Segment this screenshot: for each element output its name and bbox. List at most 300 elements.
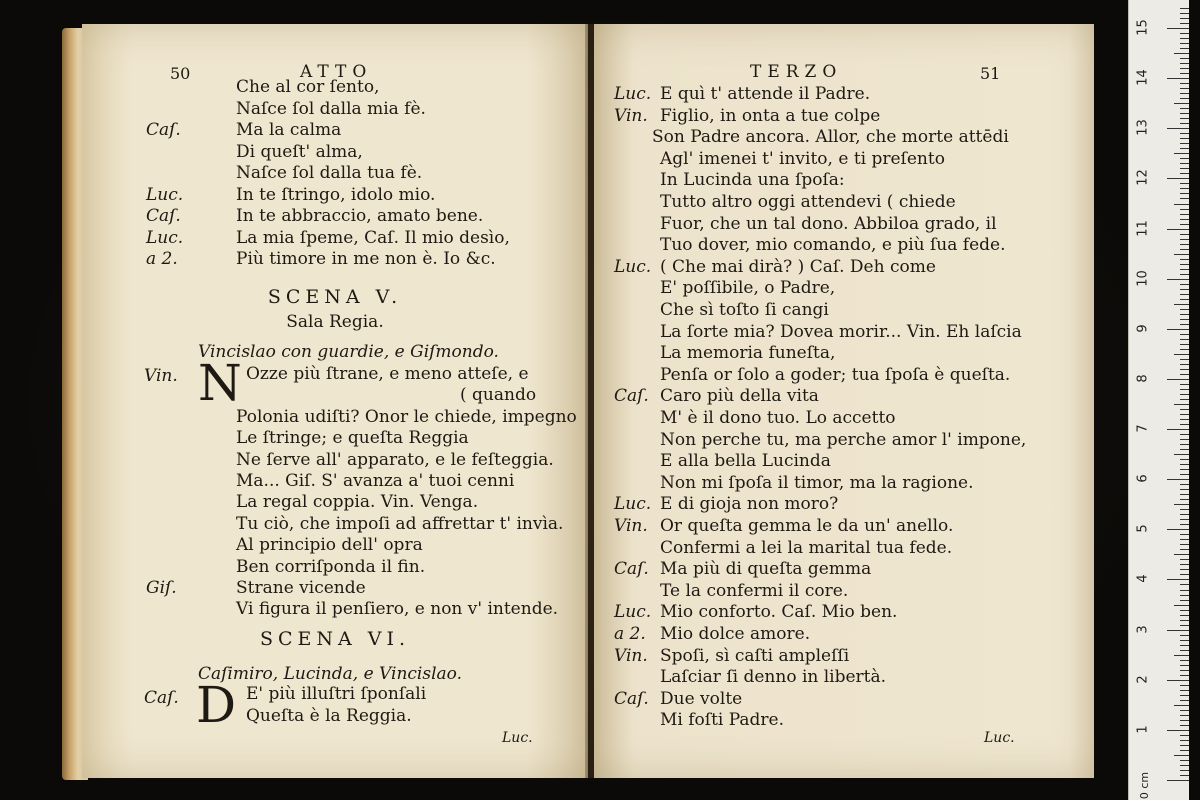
ruler-tick (1180, 735, 1189, 736)
ruler-tick (1180, 234, 1189, 235)
ruler-tick (1180, 284, 1189, 285)
ruler-tick (1180, 469, 1189, 470)
ruler-tick (1167, 128, 1189, 129)
ruler-tick (1180, 675, 1189, 676)
ruler-tick (1180, 765, 1189, 766)
verse-text: Penſa or ſolo a goder; tua ſpoſa è queſta. (660, 364, 1011, 385)
ruler-tick (1174, 454, 1189, 455)
verse-text: Mio conforto. Caſ. Mio ben. (660, 602, 898, 623)
verse-text: Spoſi, sì caſti ampleſſi (660, 645, 850, 666)
verse-line (82, 249, 588, 271)
verse-text: Ma più di queſta gemma (660, 559, 872, 580)
ruler-tick (1180, 645, 1189, 646)
ruler-tick (1174, 504, 1189, 505)
verse-line (594, 214, 1094, 236)
verse-line (82, 492, 588, 514)
speaker-label: a 2. (614, 624, 646, 644)
ruler-tick (1180, 309, 1189, 310)
ruler-tick (1167, 229, 1189, 230)
verse-line (82, 471, 588, 493)
verse-line (594, 149, 1094, 171)
measurement-ruler (1128, 0, 1189, 800)
verse-text: Vi figura il penſiero, e non v' intende. (236, 599, 559, 620)
verse-text: Tuo dover, mio comando, e più ſua fede. (660, 235, 1006, 256)
ruler-tick (1180, 224, 1189, 225)
ruler-tick (1180, 299, 1189, 300)
ruler-tick (1180, 339, 1189, 340)
ruler-number: 8 (1135, 374, 1151, 383)
ruler-tick (1180, 193, 1189, 194)
ruler-tick (1174, 655, 1189, 656)
ruler-tick (1180, 93, 1189, 94)
speaker-label: Luc. (614, 256, 652, 277)
ruler-tick (1180, 424, 1189, 425)
verse-line (82, 599, 588, 621)
verse-text: Le ſtringe; e queſta Reggia (236, 428, 469, 449)
ruler-tick (1180, 670, 1189, 671)
scene-5-place: Sala Regia. (286, 312, 384, 332)
verse-line (594, 689, 1094, 711)
verse-text: Tutto altro oggi attendevi ( chiede (660, 192, 956, 212)
verse-line (594, 646, 1094, 668)
verse-text: La ſorte mia? Dovea morir... Vin. Eh laſcia (660, 321, 1022, 342)
speaker-label: Luc. (614, 602, 652, 623)
speaker-label: Luc. (146, 227, 184, 248)
ruler-tick (1180, 665, 1189, 666)
ruler-tick (1180, 163, 1189, 164)
verse-line (82, 185, 588, 207)
verse-line (594, 365, 1094, 387)
verse-line (82, 228, 588, 250)
ruler-number: 5 (1135, 524, 1151, 533)
verse-text: Laſciar ſi denno in libertà. (660, 667, 887, 688)
verse-text: ( quando (460, 385, 537, 406)
ruler-tick (1180, 620, 1189, 621)
ruler-tick (1167, 630, 1189, 631)
ruler-tick (1180, 625, 1189, 626)
ruler-number: 7 (1135, 424, 1151, 433)
verse-line (594, 710, 1094, 732)
verse-text: Ozze più ſtrane, e meno atteſe, e (246, 364, 529, 384)
verse-line (82, 407, 588, 429)
ruler-tick (1180, 73, 1189, 74)
ruler-tick (1167, 529, 1189, 530)
ruler-number: 1 (1135, 725, 1151, 734)
verse-text: Due volte (660, 688, 743, 709)
verse-line (594, 192, 1094, 214)
ruler-tick (1180, 434, 1189, 435)
ruler-tick (1174, 304, 1189, 305)
ruler-tick (1167, 579, 1189, 580)
ruler-tick (1180, 394, 1189, 395)
ruler-tick (1180, 715, 1189, 716)
ruler-number: 3 (1135, 624, 1151, 634)
ruler-tick (1167, 279, 1189, 280)
ruler-tick (1167, 479, 1189, 480)
verse-text: Tu ciò, che impoſi ad affrettar t' invìa. (236, 513, 564, 534)
verse-text: Non perche tu, ma perche amor l' impone, (660, 429, 1027, 450)
verse-line (82, 557, 588, 579)
verse-line (82, 77, 588, 99)
ruler-tick (1180, 459, 1189, 460)
verse-text: Queſta è la Reggia. (246, 705, 412, 726)
verse-text: E alla bella Lucinda (660, 451, 831, 472)
verse-text: ( Che mai dirà? ) Caſ. Deh come (660, 256, 936, 277)
ruler-tick (1174, 103, 1189, 104)
ruler-tick (1180, 544, 1189, 545)
ruler-tick (1180, 740, 1189, 741)
ruler-tick (1174, 153, 1189, 154)
verse-line (594, 170, 1094, 192)
right-page (594, 24, 1094, 778)
verse-line (594, 494, 1094, 516)
verse-line (594, 257, 1094, 279)
ruler-tick (1180, 539, 1189, 540)
ruler-tick (1180, 319, 1189, 320)
ruler-tick (1174, 605, 1189, 606)
verse-line (594, 473, 1094, 495)
left-page (82, 24, 588, 778)
verse-text: La mia ſpeme, Caſ. Il mio desìo, (236, 227, 510, 248)
ruler-tick (1180, 33, 1189, 34)
verse-text: Ma la calma (236, 120, 342, 140)
verse-text: Caro più della vita (660, 386, 819, 407)
ruler-tick (1180, 38, 1189, 39)
ruler-tick (1180, 63, 1189, 64)
speaker-label: Luc. (614, 494, 652, 515)
ruler-tick (1180, 449, 1189, 450)
ruler-tick (1180, 419, 1189, 420)
right-catchword: Luc. (984, 730, 1015, 746)
ruler-tick (1180, 695, 1189, 696)
ruler-tick (1180, 464, 1189, 465)
verse-text: Che sì toſto ſi cangi (660, 300, 829, 320)
verse-line (594, 408, 1094, 430)
verse-text: Fuor, che un tal dono. Abbiloa grado, il (660, 213, 997, 234)
ruler-tick (1180, 198, 1189, 199)
ruler-tick (1180, 334, 1189, 335)
left-catchword: Luc. (502, 730, 533, 746)
verse-line (82, 120, 588, 142)
verse-text: Mio dolce amore. (660, 624, 811, 644)
verse-line (82, 142, 588, 164)
verse-line (594, 300, 1094, 322)
verse-line (594, 559, 1094, 581)
ruler-number: 9 (1135, 324, 1151, 333)
speaker-label: Caſ. (614, 559, 649, 580)
ruler-tick (1167, 429, 1189, 430)
ruler-tick (1180, 439, 1189, 440)
ruler-tick (1167, 379, 1189, 380)
speaker-label: a 2. (146, 249, 178, 269)
verse-text: Che al cor ſento, (236, 77, 380, 97)
ruler-tick (1180, 559, 1189, 560)
ruler-tick (1180, 118, 1189, 119)
verse-line (594, 667, 1094, 689)
ruler-tick (1174, 554, 1189, 555)
verse-text: Figlio, in onta a tue colpe (660, 105, 881, 126)
ruler-tick (1180, 494, 1189, 495)
ruler-tick (1180, 389, 1189, 390)
ruler-tick (1167, 28, 1189, 29)
ruler-tick (1180, 209, 1189, 210)
ruler-tick (1180, 409, 1189, 410)
right-page-number: 51 (980, 64, 1001, 83)
ruler-tick (1180, 720, 1189, 721)
ruler-tick (1180, 640, 1189, 641)
ruler-tick (1180, 369, 1189, 370)
ruler-tick (1180, 524, 1189, 525)
verse-line (594, 127, 1094, 149)
verse-line (82, 535, 588, 557)
ruler-tick (1174, 204, 1189, 205)
verse-line (82, 578, 588, 600)
drop-cap-n: N (198, 354, 242, 412)
verse-text: E' più illuſtri ſponſali (246, 684, 427, 704)
ruler-tick (1180, 183, 1189, 184)
ruler-tick (1180, 610, 1189, 611)
verse-line (82, 450, 588, 472)
verse-line (594, 602, 1094, 624)
verse-line (594, 430, 1094, 452)
ruler-tick (1180, 569, 1189, 570)
verse-line (82, 385, 588, 407)
speaker-label: Vin. (614, 516, 648, 536)
ruler-tick (1180, 143, 1189, 144)
ruler-tick (1180, 48, 1189, 49)
ruler-tick (1180, 259, 1189, 260)
ruler-tick (1180, 219, 1189, 220)
ruler-tick (1180, 359, 1189, 360)
ruler-tick (1180, 113, 1189, 114)
ruler-tick (1180, 344, 1189, 345)
verse-text: E quì t' attende il Padre. (660, 84, 871, 104)
ruler-tick (1167, 329, 1189, 330)
ruler-tick (1180, 414, 1189, 415)
ruler-tick (1180, 8, 1189, 9)
ruler-tick (1180, 750, 1189, 751)
ruler-tick (1180, 68, 1189, 69)
ruler-tick (1180, 514, 1189, 515)
speaker-label: Luc. (146, 184, 184, 205)
verse-text: Non mi ſpoſa il timor, ma la ragione. (660, 472, 974, 493)
ruler-tick (1180, 399, 1189, 400)
ruler-tick (1180, 615, 1189, 616)
ruler-tick (1180, 239, 1189, 240)
ruler-tick (1180, 760, 1189, 761)
ruler-tick (1180, 374, 1189, 375)
ruler-tick (1180, 775, 1189, 776)
ruler-tick (1180, 650, 1189, 651)
ruler-number: 12 (1135, 169, 1151, 187)
ruler-tick (1180, 138, 1189, 139)
ruler-number: 14 (1135, 69, 1151, 86)
verse-line (82, 206, 588, 228)
ruler-tick (1180, 584, 1189, 585)
ruler-tick (1180, 214, 1189, 215)
ruler-tick (1167, 78, 1189, 79)
verse-text: La regal coppia. Vin. Venga. (236, 492, 479, 513)
verse-text: Strane vicende (236, 578, 366, 598)
ruler-tick (1174, 354, 1189, 355)
verse-line (594, 278, 1094, 300)
ruler-number: 2 (1135, 675, 1151, 684)
verse-text: Al principio dell' opra (236, 535, 423, 556)
verse-text: Naſce ſol dalla mia fè. (236, 98, 426, 119)
scene-5-stage-direction: Vincislao con guardie, e Giſmondo. (198, 342, 499, 362)
ruler-tick (1167, 730, 1189, 731)
verse-text: Son Padre ancora. Allor, che morte attēdi (652, 127, 1009, 148)
verse-line (594, 581, 1094, 603)
verse-text: Te la confermi il core. (660, 580, 849, 601)
verse-line (594, 538, 1094, 560)
ruler-number: 15 (1135, 19, 1151, 36)
ruler-tick (1180, 274, 1189, 275)
ruler-tick (1167, 780, 1189, 781)
verse-line (594, 322, 1094, 344)
ruler-tick (1180, 564, 1189, 565)
verse-text: In te ſtringo, idolo mio. (236, 184, 436, 205)
verse-line (594, 343, 1094, 365)
verse-line (594, 624, 1094, 646)
scene-6-stage-direction: Caſimiro, Lucinda, e Vincislao. (198, 664, 462, 684)
ruler-tick (1180, 108, 1189, 109)
ruler-tick (1180, 23, 1189, 24)
verse-line (594, 235, 1094, 257)
ruler-tick (1180, 289, 1189, 290)
ruler-tick (1180, 88, 1189, 89)
ruler-tick (1180, 725, 1189, 726)
ruler-tick (1180, 349, 1189, 350)
ruler-tick (1180, 499, 1189, 500)
verse-text: E' poſſibile, o Padre, (660, 278, 836, 299)
ruler-tick (1180, 249, 1189, 250)
verse-text: Agl' imenei t' invito, e ti preſento (660, 148, 945, 169)
speaker-label: Vin. (614, 105, 648, 126)
verse-line (594, 451, 1094, 473)
ruler-tick (1180, 244, 1189, 245)
scene-6-speaker: Caſ. (144, 688, 179, 708)
ruler-tick (1180, 574, 1189, 575)
ruler-tick (1180, 600, 1189, 601)
verse-line (82, 684, 588, 706)
ruler-tick (1180, 690, 1189, 691)
speaker-label: Caſ. (614, 386, 649, 407)
speaker-label: Caſ. (146, 206, 181, 226)
ruler-tick (1180, 770, 1189, 771)
ruler-tick (1180, 83, 1189, 84)
verse-text: Confermi a lei la marital tua fede. (660, 537, 953, 558)
ruler-tick (1180, 384, 1189, 385)
ruler-tick (1180, 444, 1189, 445)
ruler-tick (1180, 590, 1189, 591)
ruler-tick (1180, 18, 1189, 19)
verse-line (594, 386, 1094, 408)
verse-text: E di gioja non moro? (660, 494, 839, 515)
ruler-tick (1180, 324, 1189, 325)
ruler-tick (1180, 534, 1189, 535)
ruler-tick (1180, 98, 1189, 99)
verse-text: Polonia udiſti? Onor le chiede, impegno (236, 406, 577, 427)
verse-text: Più timore in me non è. Io &c. (236, 249, 496, 269)
drop-cap-d: D (196, 676, 237, 734)
verse-text: Naſce ſol dalla tua fè. (236, 163, 423, 183)
ruler-number: 13 (1135, 119, 1151, 137)
ruler-tick (1174, 755, 1189, 756)
ruler-tick (1180, 474, 1189, 475)
ruler-tick (1180, 635, 1189, 636)
ruler-tick (1180, 700, 1189, 701)
ruler-tick (1180, 264, 1189, 265)
ruler-tick (1180, 660, 1189, 661)
ruler-tick (1180, 188, 1189, 189)
ruler-number: 11 (1135, 219, 1151, 237)
ruler-tick (1180, 685, 1189, 686)
ruler-tick (1180, 489, 1189, 490)
verse-line (82, 99, 588, 121)
ruler-tick (1180, 509, 1189, 510)
ruler-tick (1180, 168, 1189, 169)
ruler-number: 10 (1135, 269, 1151, 287)
left-running-header: ATTO (300, 62, 373, 82)
ruler-tick (1180, 549, 1189, 550)
verse-line (594, 84, 1094, 106)
ruler-tick (1180, 133, 1189, 134)
speaker-label: Luc. (614, 84, 652, 104)
ruler-tick (1180, 43, 1189, 44)
left-page-number: 50 (170, 64, 191, 83)
ruler-tick (1174, 254, 1189, 255)
ruler-tick (1180, 519, 1189, 520)
verse-text: Mi foſti Padre. (660, 710, 785, 731)
scene-5-speaker: Vin. (144, 366, 178, 386)
ruler-tick (1180, 314, 1189, 315)
verse-text: La memoria funeſta, (660, 343, 836, 364)
ruler-tick (1174, 705, 1189, 706)
verse-line (594, 516, 1094, 538)
ruler-number: 6 (1135, 474, 1151, 483)
ruler-tick (1180, 148, 1189, 149)
ruler-unit-label: 0 cm (1138, 771, 1152, 800)
verse-text: Di queſt' alma, (236, 141, 363, 162)
speaker-label: Giſ. (146, 578, 177, 598)
verse-line (82, 428, 588, 450)
ruler-number: 4 (1135, 574, 1151, 584)
ruler-tick (1180, 710, 1189, 711)
verse-line (82, 514, 588, 536)
ruler-tick (1174, 404, 1189, 405)
ruler-tick (1180, 269, 1189, 270)
verse-text: M' è il dono tuo. Lo accetto (660, 408, 896, 428)
ruler-tick (1180, 158, 1189, 159)
ruler-tick (1180, 294, 1189, 295)
verse-text: In Lucinda una ſpoſa: (660, 170, 845, 191)
verse-text: Ne ſerve all' apparato, e le feſteggia. (236, 449, 554, 470)
ruler-tick (1174, 53, 1189, 54)
scene-6-title: SCENA VI. (259, 628, 411, 650)
ruler-tick (1180, 13, 1189, 14)
verse-text: Or queſta gemma le da un' anello. (660, 516, 954, 536)
scene-5-title: SCENA V. (267, 286, 403, 308)
ruler-tick (1180, 58, 1189, 59)
verse-line (82, 364, 588, 386)
right-running-header: TERZO (750, 62, 843, 82)
verse-line (82, 706, 588, 728)
verse-line (82, 163, 588, 185)
verse-line (594, 106, 1094, 128)
verse-text: In te abbraccio, amato bene. (236, 206, 484, 226)
ruler-tick (1180, 173, 1189, 174)
